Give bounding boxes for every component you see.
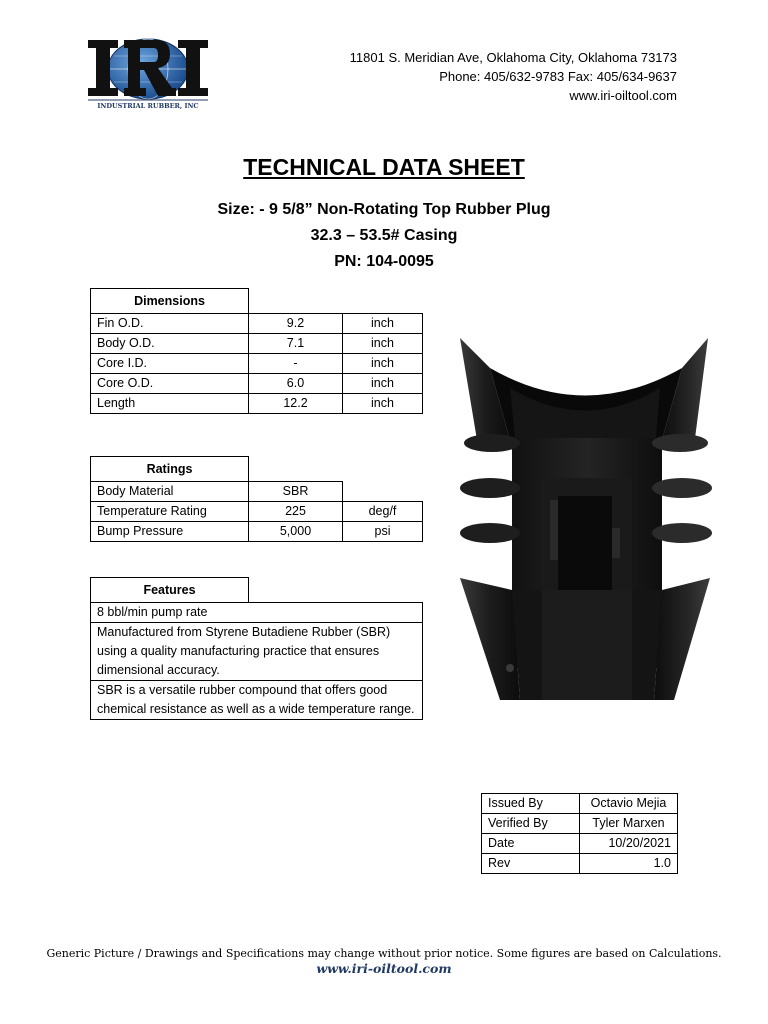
- table-header-row: [91, 289, 423, 314]
- feature-item: [91, 623, 423, 681]
- date-value: 10/20/2021: [580, 834, 678, 854]
- row-value: 9.2: [249, 314, 343, 334]
- feature-item: [91, 681, 423, 720]
- company-info: [350, 48, 677, 105]
- row-unit: inch: [343, 354, 423, 374]
- table-row: [91, 374, 423, 394]
- row-label: Body O.D.: [91, 334, 249, 354]
- footer-website-link[interactable]: www.iri-oiltool.com: [316, 961, 452, 976]
- dimensions-header: Dimensions: [91, 289, 249, 314]
- row-value: 6.0: [249, 374, 343, 394]
- row-unit: deg/f: [343, 502, 423, 522]
- table-row: [91, 502, 423, 522]
- row-unit: psi: [343, 522, 423, 542]
- row-value: 5,000: [249, 522, 343, 542]
- feature-item: [91, 603, 423, 623]
- issued-by-value: Octavio Mejia: [580, 794, 678, 814]
- company-phone: Phone: 405/632-9783 Fax: 405/634-9637: [439, 69, 677, 84]
- row-label: Rev: [482, 854, 580, 874]
- row-label: Body Material: [91, 482, 249, 502]
- row-unit: inch: [343, 374, 423, 394]
- feature-text: Manufactured from Styrene Butadiene Rubber (SBR) using a quality manufacturing practice that ensures dimensional accuracy.: [91, 623, 423, 681]
- row-unit: inch: [343, 394, 423, 414]
- table-header-row: [91, 457, 423, 482]
- part-number: PN: 104-0095: [334, 253, 434, 270]
- row-label: Date: [482, 834, 580, 854]
- row-label: Core O.D.: [91, 374, 249, 394]
- logo-tagline: INDUSTRIAL RUBBER, INC: [97, 102, 199, 110]
- company-website[interactable]: www.iri-oiltool.com: [569, 88, 677, 103]
- row-label: Core I.D.: [91, 354, 249, 374]
- table-header-row: [91, 578, 423, 603]
- features-table: [90, 577, 423, 720]
- row-value: SBR: [249, 482, 343, 502]
- row-label: Bump Pressure: [91, 522, 249, 542]
- ratings-header: Ratings: [91, 457, 249, 482]
- table-row: [482, 794, 678, 814]
- table-row: [91, 314, 423, 334]
- table-row: [91, 482, 423, 502]
- rubber-plug-image: [450, 328, 720, 708]
- rev-value: 1.0: [580, 854, 678, 874]
- table-row: [91, 394, 423, 414]
- features-header: Features: [91, 578, 249, 603]
- feature-text: 8 bbl/min pump rate: [91, 603, 423, 623]
- row-value: 225: [249, 502, 343, 522]
- document-title: TECHNICAL DATA SHEET: [243, 154, 525, 180]
- casing-range: 32.3 – 53.5# Casing: [310, 227, 458, 244]
- row-label: Length: [91, 394, 249, 414]
- table-row: [91, 522, 423, 542]
- row-value: 7.1: [249, 334, 343, 354]
- ratings-table: [90, 456, 423, 542]
- row-value: -: [249, 354, 343, 374]
- dimensions-table: [90, 288, 423, 414]
- row-label: Issued By: [482, 794, 580, 814]
- row-unit: inch: [343, 334, 423, 354]
- table-row: [482, 814, 678, 834]
- signoff-table: [481, 793, 678, 874]
- row-label: Verified By: [482, 814, 580, 834]
- table-row: [91, 334, 423, 354]
- feature-text: SBR is a versatile rubber compound that offers good chemical resistance as well as a wide temperature range.: [91, 681, 423, 720]
- table-row: [482, 834, 678, 854]
- row-value: 12.2: [249, 394, 343, 414]
- company-address: 11801 S. Meridian Ave, Oklahoma City, Oklahoma 73173: [349, 50, 677, 65]
- row-label: Temperature Rating: [91, 502, 249, 522]
- table-row: [482, 854, 678, 874]
- row-unit: inch: [343, 314, 423, 334]
- table-row: [91, 354, 423, 374]
- product-size: Size: - 9 5/8” Non-Rotating Top Rubber Plug: [217, 201, 551, 218]
- row-unit: [343, 482, 423, 502]
- row-label: Fin O.D.: [91, 314, 249, 334]
- verified-by-value: Tyler Marxen: [580, 814, 678, 834]
- footer-disclaimer: Generic Picture / Drawings and Specifications may change without prior notice. Some figures are based on Calculations.: [46, 947, 722, 960]
- iri-logo: [84, 36, 212, 112]
